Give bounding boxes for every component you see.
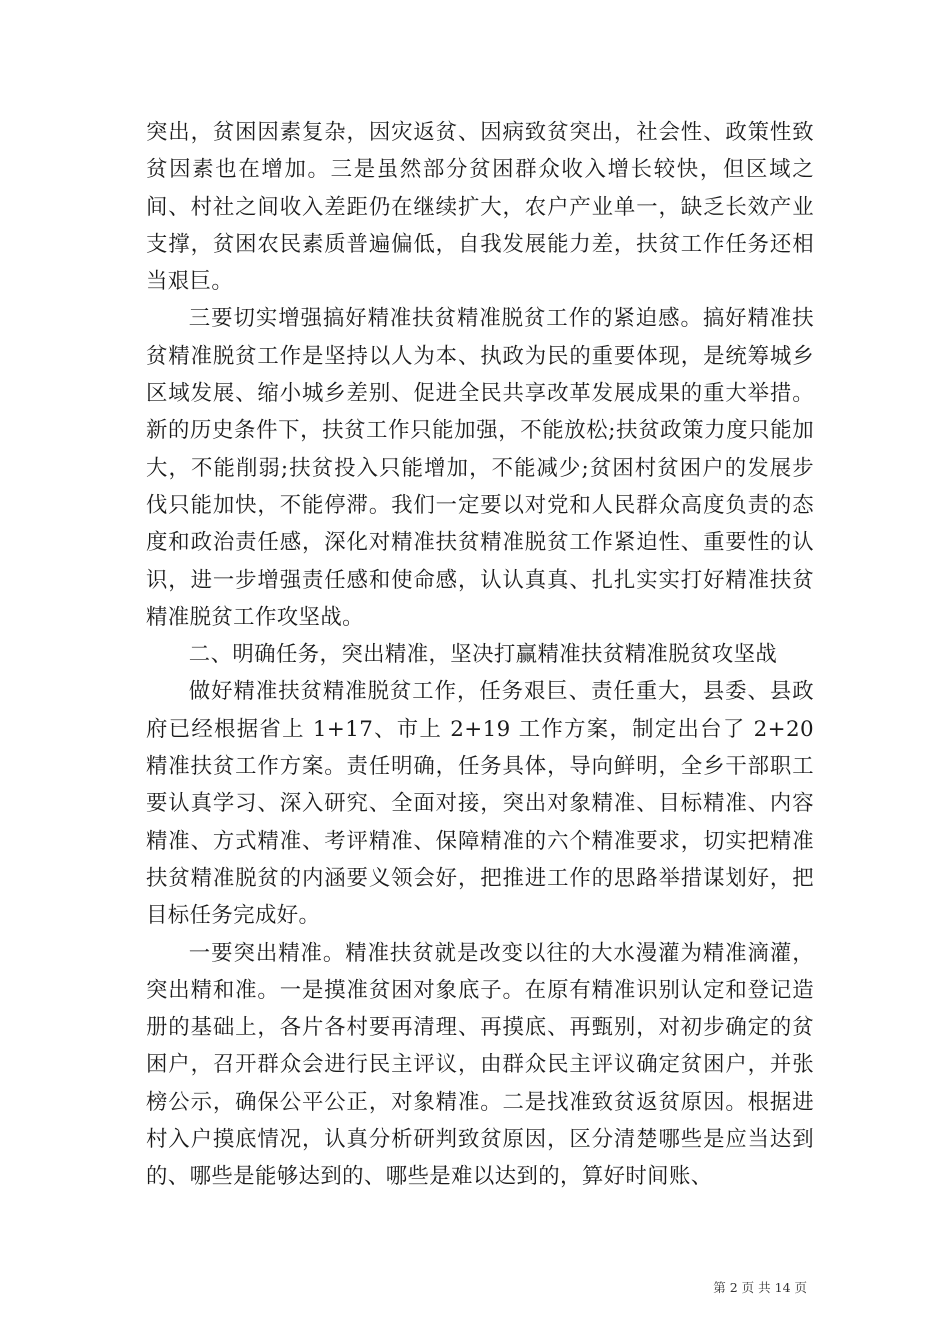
paragraph-4: 一要突出精准。精准扶贫就是改变以往的大水漫灌为精准滴灌，突出精和准。一是摸准贫困对象底子。在原有精准识别认定和登记造册的基础上，各片各村要再清理、再摸底、再甄别，对初步确定的贫困户，召开群众会进行民主评议，由群众民主评议确定贫困户，并张榜公示，确保公平公正，对象精准。二是找准致贫返贫原因。根据进村入户摸底情况，认真分析研判致贫原因，区分清楚哪些是应当达到的、哪些是能够达到的、哪些是难以达到的，算好时间账、 [146,940,814,1190]
paragraph-2: 三要切实增强搞好精准扶贫精准脱贫工作的紧迫感。搞好精准扶贫精准脱贫工作是坚持以人为本、执政为民的重要体现，是统筹城乡区域发展、缩小城乡差别、促进全民共享改革发展成果的重大举措。新的历史条件下，扶贫工作只能加强，不能放松;扶贫政策力度只能加大，不能削弱;扶贫投入只能增加，不能减少;贫困村贫困户的发展步伐只能加快，不能停滞。我们一定要以对党和人民群众高度负责的态度和政治责任感，深化对精准扶贫精准脱贫工作紧迫性、重要性的认识，进一步增强责任感和使命感，认认真真、扎扎实实打好精准扶贫精准脱贫工作攻坚战。 [146,306,814,630]
page-number: 第 2 页 共 14 页 [713,1280,807,1295]
section-heading: 二、明确任务，突出精准，坚决打赢精准扶贫精准脱贫攻坚战 [188,642,778,668]
paragraph-3: 做好精准扶贫精准脱贫工作，任务艰巨、责任重大，县委、县政府已经根据省上 1+17、市上 2+19 工作方案，制定出台了 2+20 精准扶贫工作方案。责任明确，任务具体，导向鲜明，全乡干部职工要认真学习、深入研究、全面对接，突出对象精准、目标精准、内容精准、方式精准、考评精准、保障精准的六个精准要求，切实把精准扶贫精准脱贫的内涵要义领会好，把推进工作的思路举措谋划好，把目标任务完成好。 [146,679,814,929]
paragraph-1: 突出，贫困因素复杂，因灾返贫、因病致贫突出，社会性、政策性致贫因素也在增加。三是虽然部分贫困群众收入增长较快，但区域之间、村社之间收入差距仍在继续扩大，农户产业单一，缺乏长效产业支撑，贫困农民素质普遍偏低，自我发展能力差，扶贫工作任务还相当艰巨。 [146,120,814,295]
document-body [146,114,814,1196]
